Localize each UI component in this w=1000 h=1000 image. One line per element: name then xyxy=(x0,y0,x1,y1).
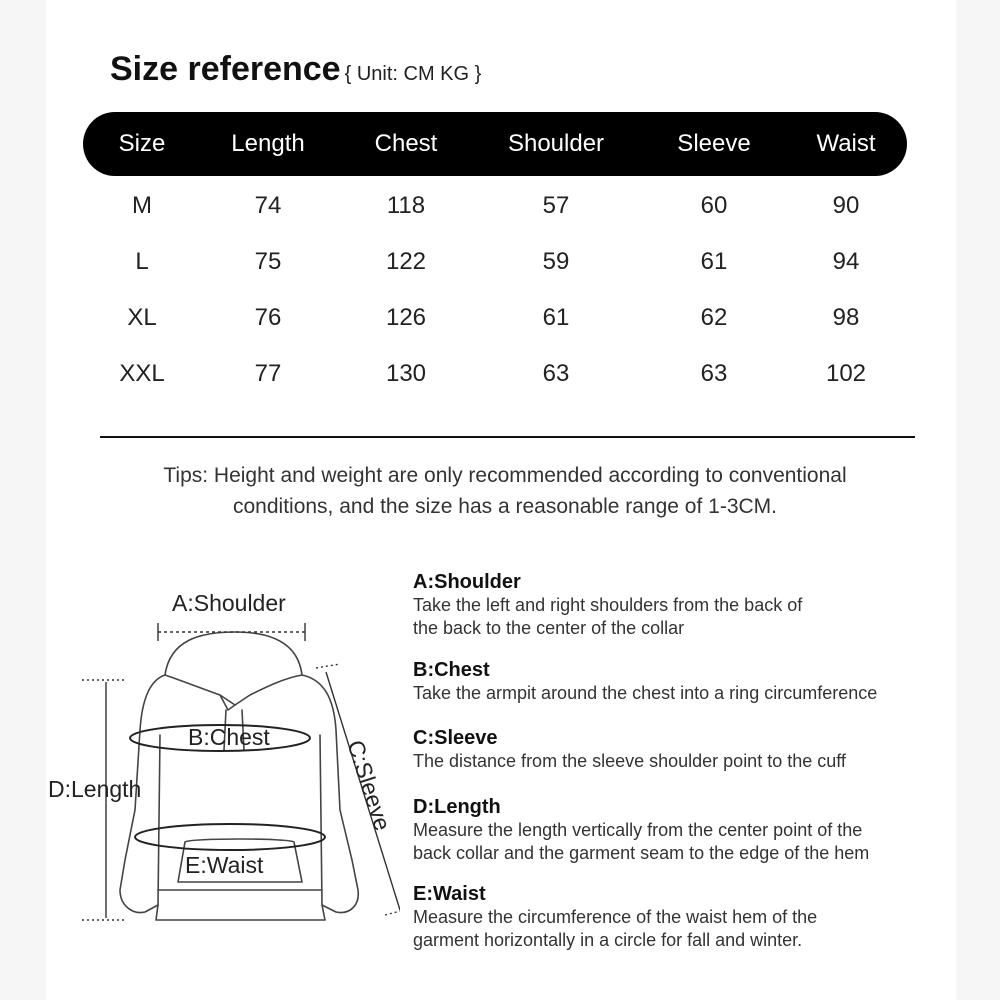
measure-item xyxy=(413,882,973,952)
column-header: Length xyxy=(231,130,305,157)
diagram-label-chest: B:Chest xyxy=(188,724,270,750)
measure-description: the back to the center of the collar xyxy=(413,618,685,638)
measure-item xyxy=(413,658,973,705)
column-header: Shoulder xyxy=(507,130,605,157)
divider-line xyxy=(100,436,915,438)
title-unit: { Unit: CM KG } xyxy=(344,63,482,85)
diagram-label-sleeve: C:Sleeve xyxy=(342,736,396,834)
table-cell: 63 xyxy=(542,360,570,387)
tips-line-2: conditions, and the size has a reasonable range of 1-3CM. xyxy=(232,495,777,518)
table-cell: 98 xyxy=(832,304,860,331)
table-cell: 122 xyxy=(385,248,427,275)
measure-title: B:Chest xyxy=(413,659,490,681)
measure-description: Take the armpit around the chest into a ring circumference xyxy=(413,683,878,703)
table-cell: 61 xyxy=(700,248,728,275)
table-cell: 76 xyxy=(254,304,282,331)
column-header: Waist xyxy=(816,130,876,157)
diagram-label-waist: E:Waist xyxy=(185,852,264,878)
measure-item xyxy=(413,570,973,640)
waist-measure-ring xyxy=(135,824,325,850)
measure-title: E:Waist xyxy=(413,883,486,905)
measure-description: garment horizontally in a circle for fall and winter. xyxy=(413,930,803,950)
hoodie-illustration xyxy=(40,560,400,980)
table-cell: 61 xyxy=(542,304,570,331)
table-cell: 63 xyxy=(700,360,728,387)
table-header-bar xyxy=(83,112,907,176)
measure-title: D:Length xyxy=(413,796,501,818)
measure-description: back collar and the garment seam to the edge of the hem xyxy=(413,843,870,863)
table-cell: 94 xyxy=(832,248,860,275)
table-cell: 60 xyxy=(700,192,728,219)
tips-line-1: Tips: Height and weight are only recommended according to conventional xyxy=(163,464,847,487)
table-cell: L xyxy=(135,248,149,275)
measure-description: Measure the circumference of the waist hem of the xyxy=(413,907,818,927)
diagram-label-shoulder: A:Shoulder xyxy=(172,590,286,616)
hood-outline xyxy=(165,632,302,675)
column-header: Size xyxy=(118,130,166,157)
measure-description: Take the left and right shoulders from the back of xyxy=(413,595,803,615)
table-cell: XXL xyxy=(119,360,165,387)
measure-description: The distance from the sleeve shoulder point to the cuff xyxy=(413,751,846,771)
table-cell: 118 xyxy=(386,192,426,219)
table-cell: 62 xyxy=(700,304,728,331)
table-cell: 130 xyxy=(385,360,427,387)
measure-title: C:Sleeve xyxy=(413,727,498,749)
column-header: Chest xyxy=(374,130,438,157)
tips-text xyxy=(90,460,920,522)
table-cell: 90 xyxy=(832,192,860,219)
table-cell: 57 xyxy=(542,192,570,219)
shoulder-measure-line xyxy=(158,623,305,641)
table-cell: 74 xyxy=(254,192,282,219)
table-cell: 75 xyxy=(254,248,282,275)
table-cell: 59 xyxy=(542,248,570,275)
table-cell: XL xyxy=(127,304,157,331)
table-cell: 102 xyxy=(825,360,867,387)
measure-item xyxy=(413,795,973,865)
measure-title: A:Shoulder xyxy=(413,571,521,593)
column-header: Sleeve xyxy=(677,130,751,157)
title-main: Size reference xyxy=(110,50,341,88)
table-cell: 77 xyxy=(254,360,282,387)
page-title xyxy=(110,50,481,89)
hood-opening xyxy=(165,675,302,705)
measure-item xyxy=(413,726,973,773)
diagram-label-length: D:Length xyxy=(48,776,142,802)
table-cell: 126 xyxy=(385,304,427,331)
measure-description: Measure the length vertically from the center point of the xyxy=(413,820,863,840)
table-cell: M xyxy=(132,192,152,219)
